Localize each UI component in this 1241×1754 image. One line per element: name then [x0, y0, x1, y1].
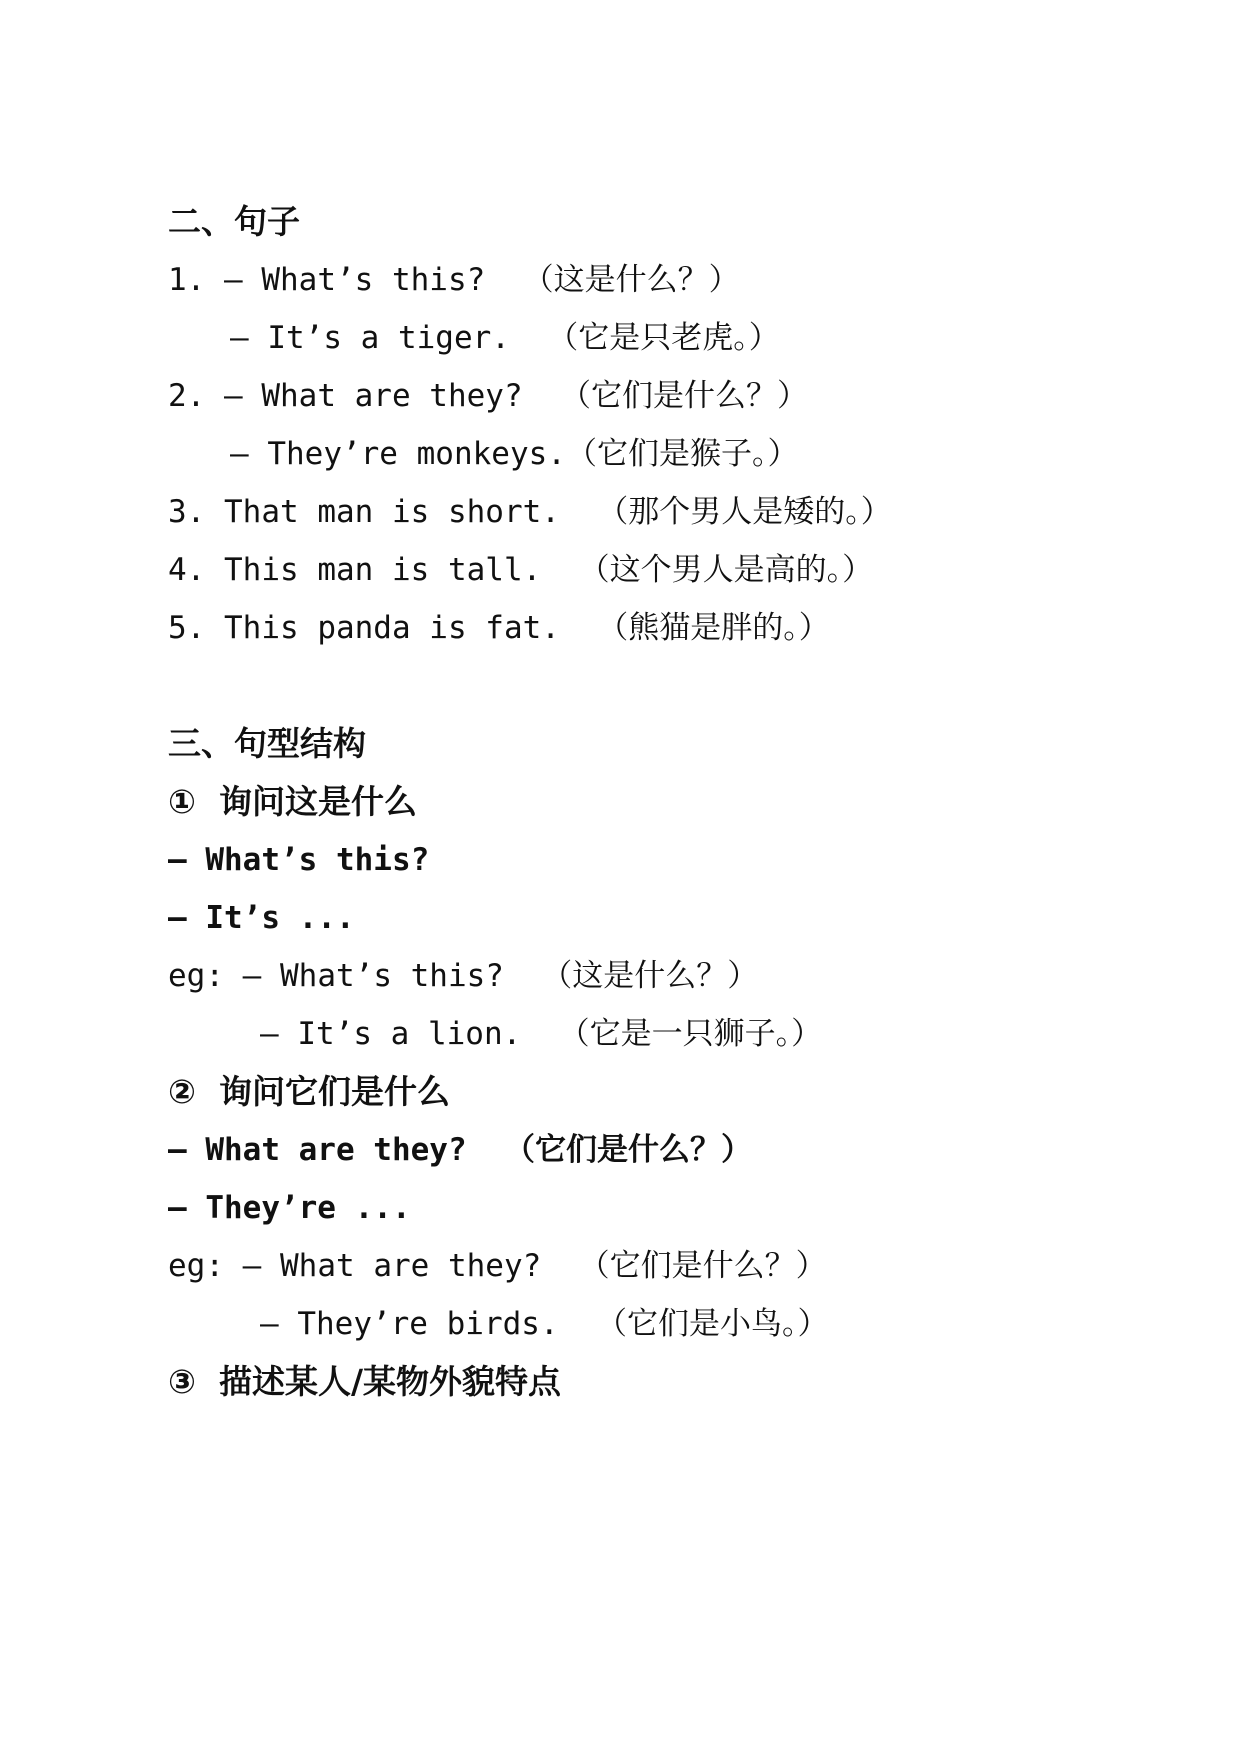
pattern-1-title	[168, 782, 417, 822]
english-text: — What are they?	[224, 378, 523, 414]
english-text: — They’re monkeys.	[230, 436, 566, 472]
chinese-translation: （它是一只狮子。）	[558, 1016, 823, 1052]
chinese-translation: （它们是什么？）	[503, 1132, 752, 1168]
sentence-1-answer	[230, 318, 780, 358]
chinese-translation: （这个男人是高的。）	[578, 552, 874, 588]
english-text: This panda is fat.	[224, 610, 560, 646]
pattern-3-title	[168, 1362, 561, 1402]
pattern-2-title	[168, 1072, 450, 1112]
chinese-translation: （它们是什么？）	[559, 378, 808, 414]
pattern-2-question	[168, 1130, 752, 1170]
pattern-1-question: — What’s this?	[168, 842, 430, 878]
circled-number-marker: ①	[168, 782, 196, 821]
sentence-4	[168, 550, 873, 590]
section-heading-sentences: 二、句子	[168, 202, 300, 241]
item-number: 1.	[168, 262, 206, 298]
example-label: eg:	[168, 958, 224, 994]
sentence-2-question	[168, 376, 808, 416]
english-text: — They’re birds.	[260, 1306, 559, 1342]
english-text: This man is tall.	[224, 552, 542, 588]
pattern-1-example-question	[168, 956, 758, 996]
pattern-1-example-answer	[260, 1014, 822, 1054]
english-text: — It’s a lion.	[260, 1016, 522, 1052]
chinese-translation: （它们是什么？）	[578, 1248, 827, 1284]
english-text: — What are they?	[242, 1248, 542, 1284]
english-text: That man is short.	[224, 494, 560, 530]
english-text: — What’s this?	[242, 958, 504, 994]
pattern-2-answer: — They’re ...	[168, 1190, 411, 1226]
item-number: 4.	[168, 552, 206, 588]
section-heading-sentence-patterns: 三、句型结构	[168, 724, 366, 763]
sentence-1-question	[168, 260, 740, 300]
example-label: eg:	[168, 1248, 224, 1284]
chinese-translation: （这是什么？）	[541, 958, 759, 994]
item-number: 2.	[168, 378, 206, 414]
sentence-2-answer	[230, 434, 798, 474]
sentence-5	[168, 608, 830, 648]
pattern-2-example-answer	[260, 1304, 828, 1344]
circled-number-marker: ③	[168, 1362, 196, 1401]
circled-number-marker: ②	[168, 1072, 196, 1111]
english-text: — What’s this?	[224, 262, 486, 298]
english-text: — It’s a tiger.	[230, 320, 510, 356]
chinese-translation: （那个男人是矮的。）	[597, 494, 892, 530]
chinese-translation: （熊猫是胖的。）	[597, 610, 830, 646]
pattern-2-example-question	[168, 1246, 827, 1286]
english-text: — What are they?	[168, 1132, 467, 1168]
chinese-translation: （它是只老虎。）	[547, 320, 780, 356]
chinese-translation: （这是什么？）	[522, 262, 740, 298]
pattern-1-answer: — It’s ...	[168, 900, 355, 936]
chinese-translation: （它们是猴子。）	[565, 436, 799, 472]
pattern-title: 询问这是什么	[218, 782, 417, 821]
item-number: 5.	[168, 610, 206, 646]
item-number: 3.	[168, 494, 206, 530]
chinese-translation: （它们是小鸟。）	[595, 1306, 829, 1342]
pattern-title: 询问它们是什么	[218, 1072, 450, 1111]
pattern-title: 描述某人/某物外貌特点	[218, 1362, 561, 1401]
sentence-3	[168, 492, 892, 532]
